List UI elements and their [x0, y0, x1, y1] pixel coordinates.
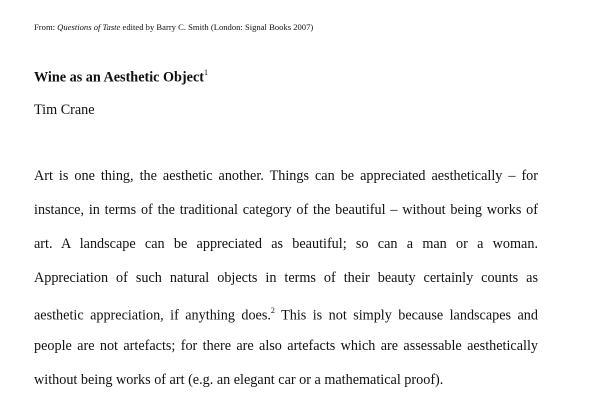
title-footnote-marker: 1 [203, 68, 208, 77]
article-title [34, 69, 208, 87]
body-paragraph [34, 166, 538, 404]
paragraph-line-1: Art is one thing, the aesthetic another. Things can be appreciated aesthetically – for [34, 168, 538, 184]
paragraph-line-7: without being works of art (e.g. an elegant car or a mathematical proof). [34, 372, 444, 388]
article-title-text: Wine as an Aesthetic Object [34, 69, 204, 86]
source-suffix: edited by Barry C. Smith (London: Signal Books 2007) [120, 22, 314, 32]
footnote-marker-2: 2 [270, 306, 275, 315]
source-prefix: From: [34, 22, 58, 32]
line-5-end: This is not simply because landscapes and [274, 307, 538, 324]
paragraph-line-2: instance, in terms of the traditional category of the beautiful – without being works of [34, 202, 538, 218]
paragraph-line-3: art. A landscape can be appreciated as beautiful; so can a man or a woman. [34, 236, 538, 252]
article-author: Tim Crane [34, 102, 95, 118]
line-5-start: aesthetic appreciation, if anything does. [34, 307, 271, 324]
paragraph-line-4: Appreciation of such natural objects in terms of their beauty certainly counts as [34, 270, 538, 286]
source-book-title: Questions of Taste [57, 22, 121, 32]
paragraph-line-6: people are not artefacts; for there are also artefacts which are assessable aesthetically [34, 338, 538, 354]
paragraph-line-5 [34, 302, 538, 336]
source-citation [34, 22, 313, 32]
